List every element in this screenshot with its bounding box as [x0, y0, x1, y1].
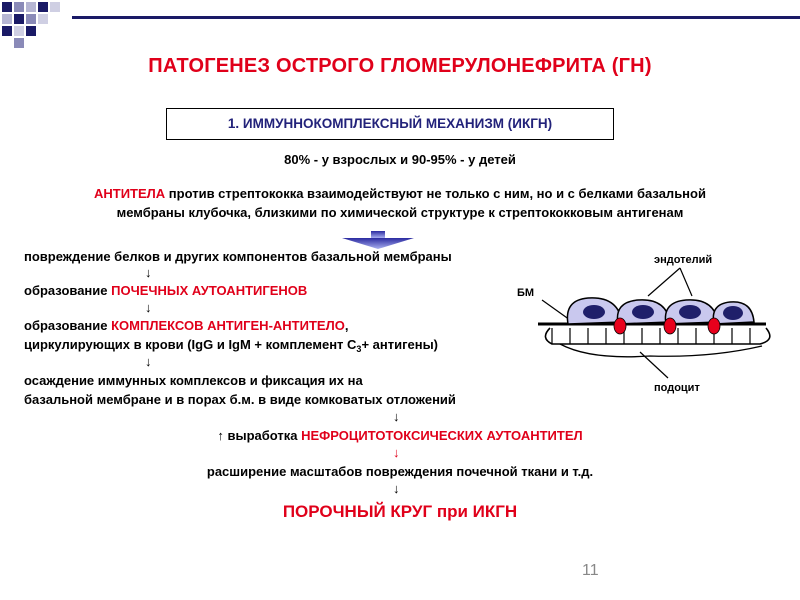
step-autoantibodies-highlight: НЕФРОЦИТОТОКСИЧЕСКИХ АУТОАНТИТЕЛ [301, 428, 583, 443]
antibodies-line-2: мембраны клубочка, близкими по химической структуре к стрептококковым антигенам [116, 205, 684, 220]
antibodies-line-1 [0, 186, 800, 201]
podocyte-outline [545, 328, 769, 344]
step-autoantigens-highlight: ПОЧЕЧНЫХ АУТОАНТИГЕНОВ [111, 283, 308, 298]
step-circulating-suffix: + антигены) [361, 337, 439, 352]
pointer-endothelium-1 [648, 268, 680, 296]
mechanism-box: 1. ИММУННОКОМПЛЕКСНЫЙ МЕХАНИЗМ (ИКГН) [166, 108, 614, 140]
corner-decoration [0, 0, 72, 48]
label-bm: БМ [517, 287, 535, 299]
foot-processes [552, 328, 750, 344]
label-endothelium: эндотелий [654, 254, 713, 266]
step-deposition-2: базальной мембране и в порах б.м. в виде комковатых отложений [24, 392, 456, 407]
vicious-circle: ПОРОЧНЫЙ КРУГ при ИКГН [282, 502, 518, 521]
page-number: 11 [582, 562, 599, 579]
step-circulating-prefix: циркулирующих в крови (IgG и IgM + комплемент С [24, 337, 357, 352]
glomerular-diagram [530, 260, 790, 385]
step-damage: повреждение белков и других компонентов базальной мембраны [24, 249, 452, 264]
flow-arrow: ↓ [393, 481, 400, 496]
label-podocyte: подоцит [654, 382, 700, 394]
step-circulating [24, 337, 438, 352]
page-title: ПАТОГЕНЕЗ ОСТРОГО ГЛОМЕРУЛОНЕФРИТА (ГН) [148, 55, 652, 77]
step-complexes-suffix: , [344, 318, 349, 333]
step-autoantibodies-prefix: ↑ выработка [217, 428, 302, 443]
step-complexes-highlight: КОМПЛЕКСОВ АНТИГЕН-АНТИТЕЛО [111, 318, 345, 333]
step-autoantigens [24, 283, 307, 298]
stats-line: 80% - у взрослых и 90-95% - у детей [284, 152, 516, 167]
antibodies-text: против стрептококка взаимодействуют не только с ним, но и с белками базальной [165, 186, 706, 201]
antibodies-word: АНТИТЕЛА [94, 186, 166, 201]
step-autoantibodies [0, 428, 800, 443]
immune-deposit [664, 318, 676, 334]
flow-arrow: ↓ [145, 354, 152, 369]
step-deposition-1: осаждение иммунных комплексов и фиксация их на [24, 373, 363, 388]
flow-arrow: ↓ [145, 300, 152, 315]
pointer-endothelium-2 [680, 268, 692, 296]
complement-subscript: 3 [356, 344, 362, 354]
step-complexes [24, 318, 348, 333]
immune-deposit [708, 318, 720, 334]
flow-arrow: ↓ [145, 265, 152, 280]
endothelial-cell [617, 300, 670, 324]
flow-arrow-red: ↓ [393, 445, 400, 460]
flow-arrow: ↓ [393, 409, 400, 424]
step-complexes-prefix: образование [24, 318, 112, 333]
step-expansion: расширение масштабов повреждения почечной ткани и т.д. [206, 464, 594, 479]
endothelial-cell [713, 302, 754, 324]
podocyte-body [560, 344, 762, 357]
step-autoantigens-prefix: образование [24, 283, 112, 298]
endothelial-cell [567, 298, 622, 324]
down-arrow-icon [338, 230, 418, 250]
immune-deposit [614, 318, 626, 334]
header-rule [72, 16, 800, 19]
pointer-bm [542, 300, 570, 320]
